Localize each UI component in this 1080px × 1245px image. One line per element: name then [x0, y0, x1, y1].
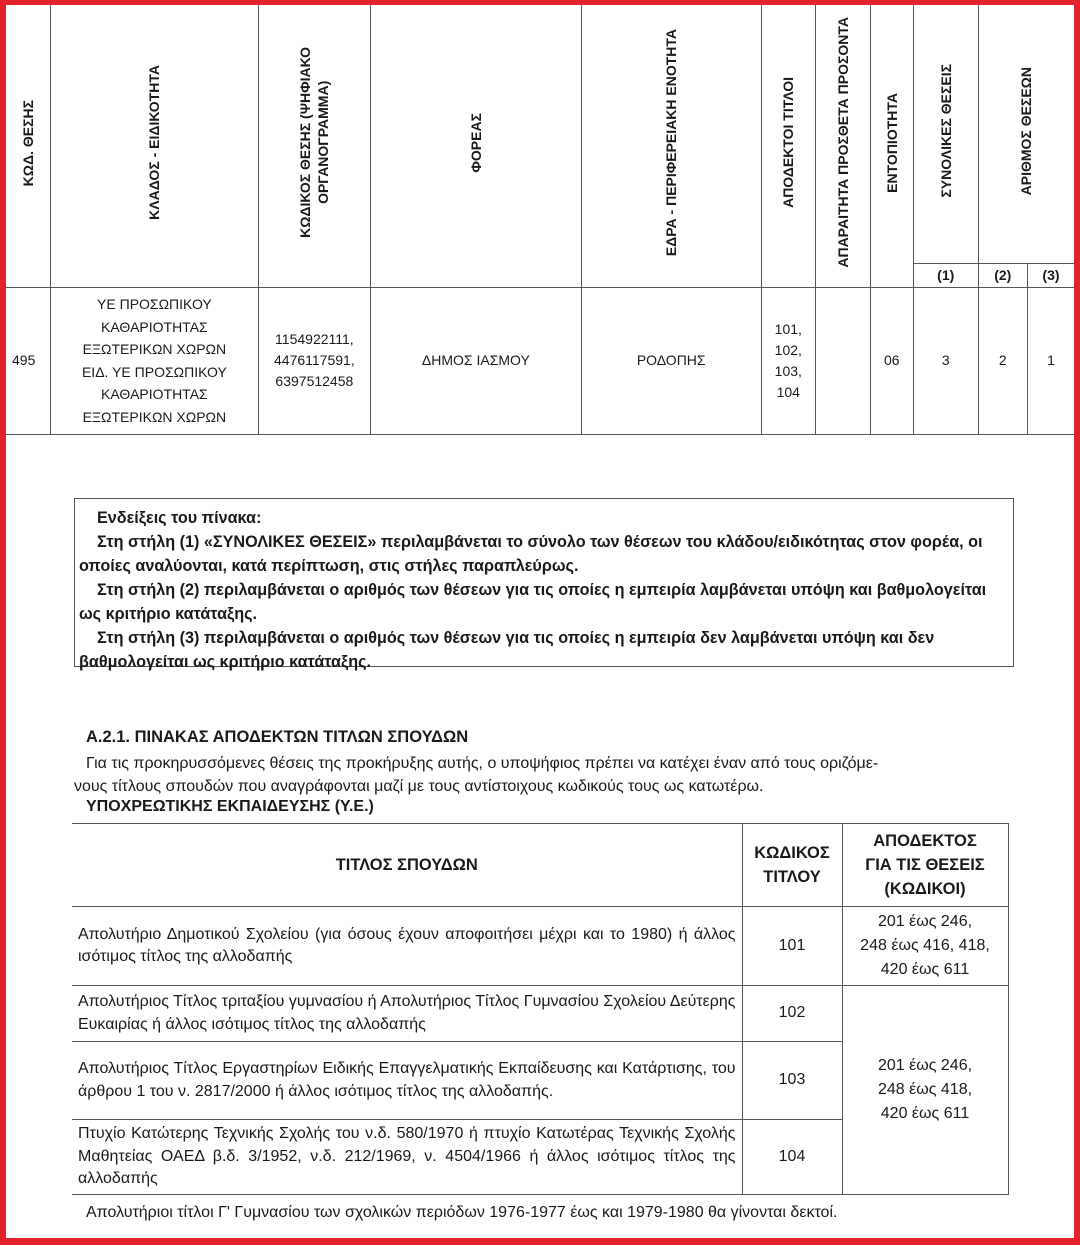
cell-accepted: 201 έως 246, 248 έως 416, 418, 420 έως 611 — [842, 907, 1008, 986]
header-entopiotita: ΕΝΤΟΠΙΟΤΗΤΑ — [870, 5, 913, 287]
cell-description: Απολυτήριο Δημοτικού Σχολείου (για όσους έχουν αποφοιτήσει μέχρι και το 1980) ή άλλος ισότιμος τίτλος της αλλοδαπής — [72, 907, 742, 986]
header-klados: ΚΛΑΔΟΣ - ΕΙΔΙΚΟΤΗΤΑ — [50, 5, 258, 287]
subheader-2: (2) — [978, 263, 1027, 287]
positions-header-row — [6, 5, 1074, 263]
header-prosonta: ΑΠΑΡΑΙΤΗΤΑ ΠΡΟΣΘΕΤΑ ΠΡΟΣΟΝΤΑ — [816, 5, 871, 287]
cell-kod-thesis: 495 — [6, 287, 50, 434]
table-legend-box — [74, 498, 1014, 671]
legend-paragraph-1: Στη στήλη (1) «ΣΥΝΟΛΙΚΕΣ ΘΕΣΕΙΣ» περιλαμβάνεται το σύνολο των θέσεων του κλάδου/ειδικότητας στον φορέα, οι οποίες αναλύονται, κατά περίπτωση, στις στήλες παραπλεύρως. — [79, 533, 983, 575]
legend-title: Ενδείξεις του πίνακα: — [97, 509, 262, 527]
cell-code: 104 — [742, 1120, 842, 1195]
header-kod-thesis: ΚΩΔ. ΘΕΣΗΣ — [6, 5, 50, 287]
header-arithmos: ΑΡΙΘΜΟΣ ΘΕΣΕΩΝ — [978, 5, 1074, 263]
header-apodektoi-titloi: ΑΠΟΔΕΚΤΟΙ ΤΙΤΛΟΙ — [761, 5, 816, 287]
cell-klados: ΥΕ ΠΡΟΣΩΠΙΚΟΥ ΚΑΘΑΡΙΟΤΗΤΑΣ ΕΞΩΤΕΡΙΚΩΝ ΧΩΡΩΝ ΕΙΔ. ΥΕ ΠΡΟΣΩΠΙΚΟΥ ΚΑΘΑΡΙΟΤΗΤΑΣ ΕΞΩΤΕΡΙΚΩΝ ΧΩΡΩΝ — [50, 287, 258, 434]
cell-description: Πτυχίο Κατώτερης Τεχνικής Σχολής του ν.δ. 580/1970 ή πτυχίο Κατωτέρας Τεχνικής Σχολής Μαθητείας ΟΑΕΔ β.δ. 3/1952, ν.δ. 212/1969, ν. 4504/1966 ή άλλος ισότιμος τίτλος της αλλοδαπής — [72, 1120, 742, 1195]
titles-table — [72, 823, 1009, 1195]
header-title: ΤΙΤΛΟΣ ΣΠΟΥΔΩΝ — [72, 824, 742, 907]
subheader-1: (1) — [913, 263, 978, 287]
header-edra: ΕΔΡΑ - ΠΕΡΙΦΕΡΕΙΑΚΗ ΕΝΟΤΗΤΑ — [581, 5, 761, 287]
cell-col3: 1 — [1027, 287, 1074, 434]
section-intro-line-2: νους τίτλους σπουδών που αναγράφονται μαζί με τους αντίστοιχους κωδικούς τους ως κατωτέρω. — [74, 778, 764, 795]
cell-edra: ΡΟΔΟΠΗΣ — [581, 287, 761, 434]
cell-apodektoi-titloi: 101, 102, 103, 104 — [761, 287, 816, 434]
cell-synolikes: 3 — [913, 287, 978, 434]
cell-prosonta — [816, 287, 871, 434]
header-kodikos-thesis: ΚΩΔΙΚΟΣ ΘΕΣΗΣ (ΨΗΦΙΑΚΟ ΟΡΓΑΝΟΓΡΑΜΜΑ) — [258, 5, 370, 287]
cell-entopiotita: 06 — [870, 287, 913, 434]
header-foreas: ΦΟΡΕΑΣ — [370, 5, 581, 287]
section-subtitle: ΥΠΟΧΡΕΩΤΙΚΗΣ ΕΚΠΑΙΔΕΥΣΗΣ (Υ.Ε.) — [86, 798, 374, 815]
positions-table — [6, 5, 1074, 435]
section-title: Α.2.1. ΠΙΝΑΚΑΣ ΑΠΟΔΕΚΤΩΝ ΤΙΤΛΩΝ ΣΠΟΥΔΩΝ — [86, 728, 469, 746]
subheader-3: (3) — [1027, 263, 1074, 287]
section-intro — [74, 752, 1014, 798]
footnote: Απολυτήριοι τίτλοι Γ' Γυμνασίου των σχολικών περιόδων 1976-1977 έως και 1979-1980 θα γίνονται δεκτοί. — [86, 1204, 838, 1221]
cell-foreas: ΔΗΜΟΣ ΙΑΣΜΟΥ — [370, 287, 581, 434]
titles-header-row — [72, 824, 1008, 907]
cell-code: 102 — [742, 986, 842, 1042]
header-code: ΚΩΔΙΚΟΣ ΤΙΤΛΟΥ — [742, 824, 842, 907]
cell-accepted-shared: 201 έως 246, 248 έως 418, 420 έως 611 — [842, 986, 1008, 1195]
section-intro-line-1: Για τις προκηρυσσόμενες θέσεις της προκήρυξης αυτής, ο υποψήφιος πρέπει να κατέχει έναν από τους οριζόμε- — [86, 755, 879, 772]
header-accepted: ΑΠΟΔΕΚΤΟΣ ΓΙΑ ΤΙΣ ΘΕΣΕΙΣ (ΚΩΔΙΚΟΙ) — [842, 824, 1008, 907]
legend-paragraph-3: Στη στήλη (3) περιλαμβάνεται ο αριθμός των θέσεων για τις οποίες η εμπειρία δεν λαμβάνεται υπόψη και δεν βαθμολογείται ως κριτήριο κατάταξης. — [79, 629, 935, 671]
table-row — [72, 907, 1008, 986]
legend-paragraph-2: Στη στήλη (2) περιλαμβάνεται ο αριθμός των θέσεων για τις οποίες η εμπειρία λαμβάνεται υπόψη και βαθμολογείται ως κριτήριο κατάταξης. — [79, 581, 987, 623]
cell-code: 101 — [742, 907, 842, 986]
cell-col2: 2 — [978, 287, 1027, 434]
cell-kodikoi-thesis: 1154922111, 4476117591, 6397512458 — [258, 287, 370, 434]
cell-description: Απολυτήριος Τίτλος τριταξίου γυμνασίου ή Απολυτήριος Τίτλος Γυμνασίου Σχολείου Δεύτερης Ευκαιρίας ή άλλος ισότιμος τίτλος της αλλοδαπής — [72, 986, 742, 1042]
table-row — [6, 287, 1074, 434]
table-row — [72, 986, 1008, 1042]
cell-description: Απολυτήριος Τίτλος Εργαστηρίων Ειδικής Επαγγελματικής Εκπαίδευσης και Κατάρτισης, του άρθρου 1 του ν. 2817/2000 ή άλλος ισότιμος τίτλος της αλλοδαπής. — [72, 1042, 742, 1120]
cell-code: 103 — [742, 1042, 842, 1120]
header-synolikes: ΣΥΝΟΛΙΚΕΣ ΘΕΣΕΙΣ — [913, 5, 978, 263]
